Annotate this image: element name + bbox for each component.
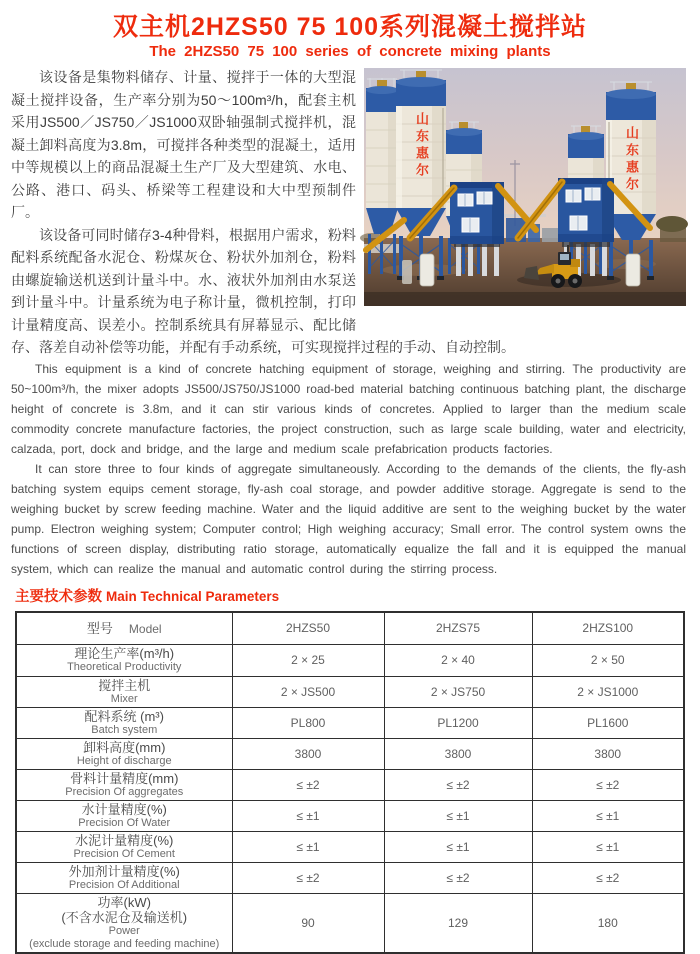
cell-value: ≤ ±2 xyxy=(232,769,384,800)
table-row-model xyxy=(16,612,684,644)
row-label-zh: 配料系统 (m³) xyxy=(84,708,164,724)
page-subtitle: The 2HZS50 75 100 series of concrete mixing plants xyxy=(149,43,551,60)
row-label-zh: 理论生产率(m³/h) xyxy=(74,646,175,661)
cell-value: PL1600 xyxy=(532,707,684,738)
row-label-zh: 功率(kW) xyxy=(97,894,151,910)
row-label-en: Theoretical Productivity xyxy=(67,661,182,673)
row-label-en: Height of discharge xyxy=(76,754,172,767)
row-label-en: Batch system xyxy=(91,723,158,736)
intro-paragraph-en-2: It can store three to four kinds of aggregate simultaneously. According to the demands of the clients, the fly-ash batching system equips cement storage, fly-ash coal storage, and powder additive storage. Aggregate is send to the weighing bucket by screw feeding machine. Water and the liquid additive are sent to the weighing bucket by the water pump. Electron weighing system; Computer control; High weighing accuracy; Small error. The control system owns the functions of screen display, distributing ratio storage, automatically equalize the fall and it is equipped the manual system, which can realize the manual and automatic control during the stirring process. xyxy=(11,461,686,576)
model-label-cell xyxy=(16,612,232,644)
intro-paragraph-zh-2: 该设备可同时储存3-4种骨料，根据用户需求，粉料配料系统配备水泥仓、粉煤灰仓、粉状外加剂仓，粉料由螺旋输送机送到计量斗中。水、液状外加剂由水泵送到计量斗中。计量系统为电子称计量，微机控制，打印计量精度高、误差小。控制系统具有屏幕显示、配比储存、落差自动补偿等功能，并配有手动系统，可实现搅拌过程的手动、自动控制。 xyxy=(11,226,515,355)
cell-value: ≤ ±1 xyxy=(532,831,684,862)
cell-value: 129 xyxy=(384,893,532,953)
table-row xyxy=(16,800,684,831)
cell-value: ≤ ±1 xyxy=(232,831,384,862)
cell-value: 2 × 50 xyxy=(532,644,684,676)
row-label-zh: 外加剂计量精度(%) xyxy=(68,863,180,879)
row-label-en: Precision Of aggregates xyxy=(65,785,184,798)
table-row xyxy=(16,862,684,893)
row-label-zh: 水泥计量精度(%) xyxy=(75,832,174,848)
page-title: 双主机2HZS50 75 100系列混凝土搅拌站 xyxy=(112,13,588,41)
row-label-en-note: (exclude storage and feeding machine) xyxy=(29,937,220,950)
section-title-en: Main Technical Parameters xyxy=(106,589,280,604)
cell-value: 2 × JS1000 xyxy=(532,676,684,707)
parameters-table xyxy=(15,611,685,954)
table-row xyxy=(16,831,684,862)
model-label-en: Model xyxy=(128,622,162,637)
cell-value: ≤ ±2 xyxy=(532,862,684,893)
row-label-zh: 卸料高度(mm) xyxy=(83,739,166,755)
table-row xyxy=(16,769,684,800)
cell-value: ≤ ±1 xyxy=(232,800,384,831)
cell-value: PL1200 xyxy=(384,707,532,738)
row-label-en: Mixer xyxy=(110,692,138,705)
table-row xyxy=(16,644,684,676)
row-label-zh-note: (不含水泥仓及输送机) xyxy=(61,909,188,925)
cell-value: ≤ ±1 xyxy=(384,831,532,862)
row-label-zh: 水计量精度(%) xyxy=(81,801,167,817)
model-value: 2HZS75 xyxy=(384,612,532,644)
section-title xyxy=(15,588,686,606)
section-title-zh: 主要技术参数 xyxy=(15,589,102,605)
cell-value: ≤ ±2 xyxy=(384,769,532,800)
cell-value: ≤ ±1 xyxy=(532,800,684,831)
cell-value: 2 × JS750 xyxy=(384,676,532,707)
table-row xyxy=(16,707,684,738)
cell-value: 180 xyxy=(532,893,684,953)
model-label-zh: 型号 xyxy=(86,621,113,637)
row-label-zh: 骨料计量精度(mm) xyxy=(70,770,179,786)
cell-value: 2 × JS500 xyxy=(232,676,384,707)
cell-value: 3800 xyxy=(384,738,532,769)
row-label-zh: 搅拌主机 xyxy=(98,677,151,693)
cell-value: 3800 xyxy=(232,738,384,769)
row-label-en: Precision Of Water xyxy=(78,816,171,829)
cell-value: 2 × 25 xyxy=(232,644,384,676)
model-value: 2HZS100 xyxy=(532,612,684,644)
cell-value: 3800 xyxy=(532,738,684,769)
intro-paragraph-zh-1: 该设备是集物料储存、计量、搅拌于一体的大型混凝土搅拌设备，生产率分别为50～100m³/h，配套主机采用JS500／JS750／JS1000双卧轴强制式搅拌机，混凝土卸料高度为3.8m，可搅拌各种类型的混凝土，适用中等规模以上的商品混凝土生产厂及大型建筑、水电、公路、港口、码头、桥梁等工程建设和大中型预制件厂。 xyxy=(11,69,356,220)
silo-brand-text-right: 山东惠尔 xyxy=(624,126,639,194)
row-label-en: Precision Of Additional xyxy=(68,878,180,891)
cell-value: PL800 xyxy=(232,707,384,738)
row-label-en: Precision Of Cement xyxy=(73,847,175,860)
cell-value: 2 × 40 xyxy=(384,644,532,676)
silo-brand-text-left: 山东惠尔 xyxy=(414,112,429,180)
table-row xyxy=(16,738,684,769)
intro-paragraph-en-1: This equipment is a kind of concrete hatching equipment of storage, weighing and stirring. The productivity are 50~100m³/h, the mixer adopts JS500/JS750/JS1000 road-bed material batching continuous batching plant, the discharge height of concrete is 3.8m, and it can stir various kinds of concretes. Applied to larger than the medium scale commodity concrete manufacture factories, the project construction, such as large scale building, water and electricity, calzada, port, dock and bridge, and the large and medium scale prefabrication products factories. xyxy=(11,361,686,456)
tech-parameters-section xyxy=(11,584,686,950)
cell-value: ≤ ±1 xyxy=(384,800,532,831)
table-row xyxy=(16,676,684,707)
intro-section xyxy=(0,62,700,579)
row-label-en: Power xyxy=(108,924,140,937)
table-row-power xyxy=(16,893,684,953)
cell-value: ≤ ±2 xyxy=(232,862,384,893)
cell-value: ≤ ±2 xyxy=(532,769,684,800)
plant-photo xyxy=(364,68,686,306)
model-value: 2HZS50 xyxy=(232,612,384,644)
cell-value: 90 xyxy=(232,893,384,953)
cell-value: ≤ ±2 xyxy=(384,862,532,893)
